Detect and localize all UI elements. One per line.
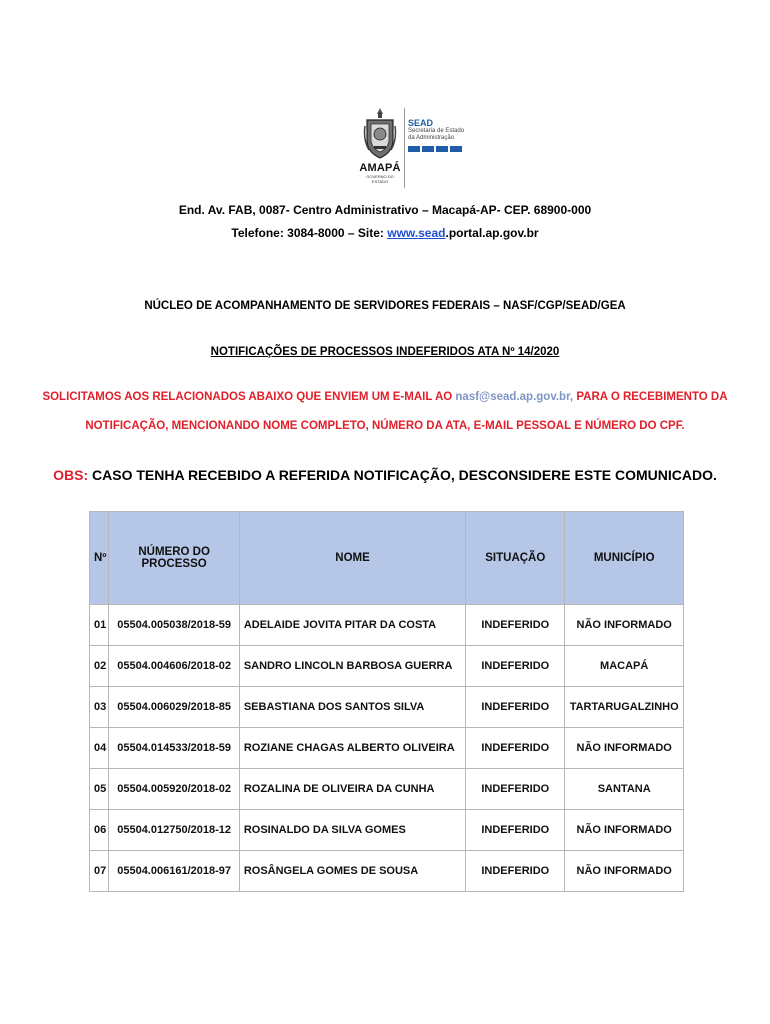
process-number-cell: 05504.006161/2018-97 <box>109 851 239 892</box>
process-number-cell: 05504.014533/2018-59 <box>109 728 239 769</box>
sead-box-icon <box>422 146 434 152</box>
state-crest-icon <box>363 106 397 162</box>
row-number-cell: 01 <box>90 605 109 646</box>
row-number-cell: 06 <box>90 810 109 851</box>
municipality-cell: MACAPÁ <box>565 646 684 687</box>
nucleo-title: NÚCLEO DE ACOMPANHAMENTO DE SERVIDORES FEDERAIS – NASF/CGP/SEAD/GEA <box>144 300 626 312</box>
amapa-subtitle: GOVERNO DO ESTADO <box>366 174 394 184</box>
table-row <box>90 769 684 810</box>
situation-cell: INDEFERIDO <box>466 687 565 728</box>
process-number-cell: 05504.006029/2018-85 <box>109 687 239 728</box>
situation-cell: INDEFERIDO <box>466 728 565 769</box>
sead-box-icon <box>436 146 448 152</box>
table-row <box>90 728 684 769</box>
municipality-cell: TARTARUGALZINHO <box>565 687 684 728</box>
obs-label: OBS: <box>53 467 89 483</box>
situation-cell: INDEFERIDO <box>466 851 565 892</box>
municipality-cell: NÃO INFORMADO <box>565 728 684 769</box>
situation-cell: INDEFERIDO <box>466 769 565 810</box>
person-name-cell: ROZALINA DE OLIVEIRA DA CUNHA <box>239 769 465 810</box>
municipality-cell: NÃO INFORMADO <box>565 605 684 646</box>
request-part-2: PARA O RECEBIMENTO DA <box>573 391 728 403</box>
table-row <box>90 687 684 728</box>
phone-line <box>0 226 770 240</box>
process-number-cell: 05504.012750/2018-12 <box>109 810 239 851</box>
situation-cell: INDEFERIDO <box>466 646 565 687</box>
header-process: NÚMERO DO PROCESSO <box>109 512 239 605</box>
person-name-cell: SANDRO LINCOLN BARBOSA GUERRA <box>239 646 465 687</box>
municipality-cell: NÃO INFORMADO <box>565 810 684 851</box>
table-row <box>90 851 684 892</box>
sead-box-icon <box>450 146 462 152</box>
site-suffix: .portal.ap.gov.br <box>445 226 539 240</box>
process-number-cell: 05504.004606/2018-02 <box>109 646 239 687</box>
address-line: End. Av. FAB, 0087- Centro Administrativo – Macapá-AP- CEP. 68900-000 <box>178 203 592 217</box>
header-situation: SITUAÇÃO <box>466 512 565 605</box>
person-name-cell: SEBASTIANA DOS SANTOS SILVA <box>239 687 465 728</box>
header-name: NOME <box>239 512 465 605</box>
obs-text: CASO TENHA RECEBIDO A REFERIDA NOTIFICAÇÃO, DESCONSIDERE ESTE COMUNICADO. <box>88 467 717 483</box>
contact-email: nasf@sead.ap.gov.br, <box>455 391 574 403</box>
person-name-cell: ROSINALDO DA SILVA GOMES <box>239 810 465 851</box>
row-number-cell: 03 <box>90 687 109 728</box>
sead-line-2: da Administração <box>408 135 455 141</box>
sead-logo <box>408 118 470 152</box>
site-link[interactable]: www.sead <box>387 226 446 240</box>
results-table <box>89 511 684 892</box>
municipality-cell: SANTANA <box>565 769 684 810</box>
header-municipality: MUNICÍPIO <box>565 512 684 605</box>
notification-title: NOTIFICAÇÕES DE PROCESSOS INDEFERIDOS ATA Nº 14/2020 <box>210 346 560 358</box>
table-header-row <box>90 512 684 605</box>
sead-icon-strip <box>408 146 470 152</box>
row-number-cell: 07 <box>90 851 109 892</box>
amapa-label: AMAPÁ <box>359 162 401 174</box>
table-row <box>90 810 684 851</box>
request-line-1 <box>0 391 770 403</box>
situation-cell: INDEFERIDO <box>466 810 565 851</box>
person-name-cell: ADELAIDE JOVITA PITAR DA COSTA <box>239 605 465 646</box>
person-name-cell: ROSÂNGELA GOMES DE SOUSA <box>239 851 465 892</box>
header-logo <box>358 106 468 192</box>
process-number-cell: 05504.005038/2018-59 <box>109 605 239 646</box>
request-line-2: NOTIFICAÇÃO, MENCIONANDO NOME COMPLETO, NÚMERO DA ATA, E-MAIL PESSOAL E NÚMERO DO CPF. <box>85 420 685 432</box>
row-number-cell: 04 <box>90 728 109 769</box>
process-number-cell: 05504.005920/2018-02 <box>109 769 239 810</box>
sead-line-1: Secretaria de Estado <box>408 128 465 134</box>
obs-note <box>0 467 770 483</box>
table-row <box>90 605 684 646</box>
situation-cell: INDEFERIDO <box>466 605 565 646</box>
amapa-logo <box>358 106 402 192</box>
person-name-cell: ROZIANE CHAGAS ALBERTO OLIVEIRA <box>239 728 465 769</box>
row-number-cell: 02 <box>90 646 109 687</box>
header-number: Nº <box>90 512 109 605</box>
phone-prefix: Telefone: 3084-8000 – Site: <box>231 226 388 240</box>
row-number-cell: 05 <box>90 769 109 810</box>
logo-divider <box>404 108 405 188</box>
sead-title: SEAD <box>408 118 434 128</box>
sead-box-icon <box>408 146 420 152</box>
municipality-cell: NÃO INFORMADO <box>565 851 684 892</box>
request-part-1: SOLICITAMOS AOS RELACIONADOS ABAIXO QUE ENVIEM UM E-MAIL AO <box>42 391 456 403</box>
table-row <box>90 646 684 687</box>
